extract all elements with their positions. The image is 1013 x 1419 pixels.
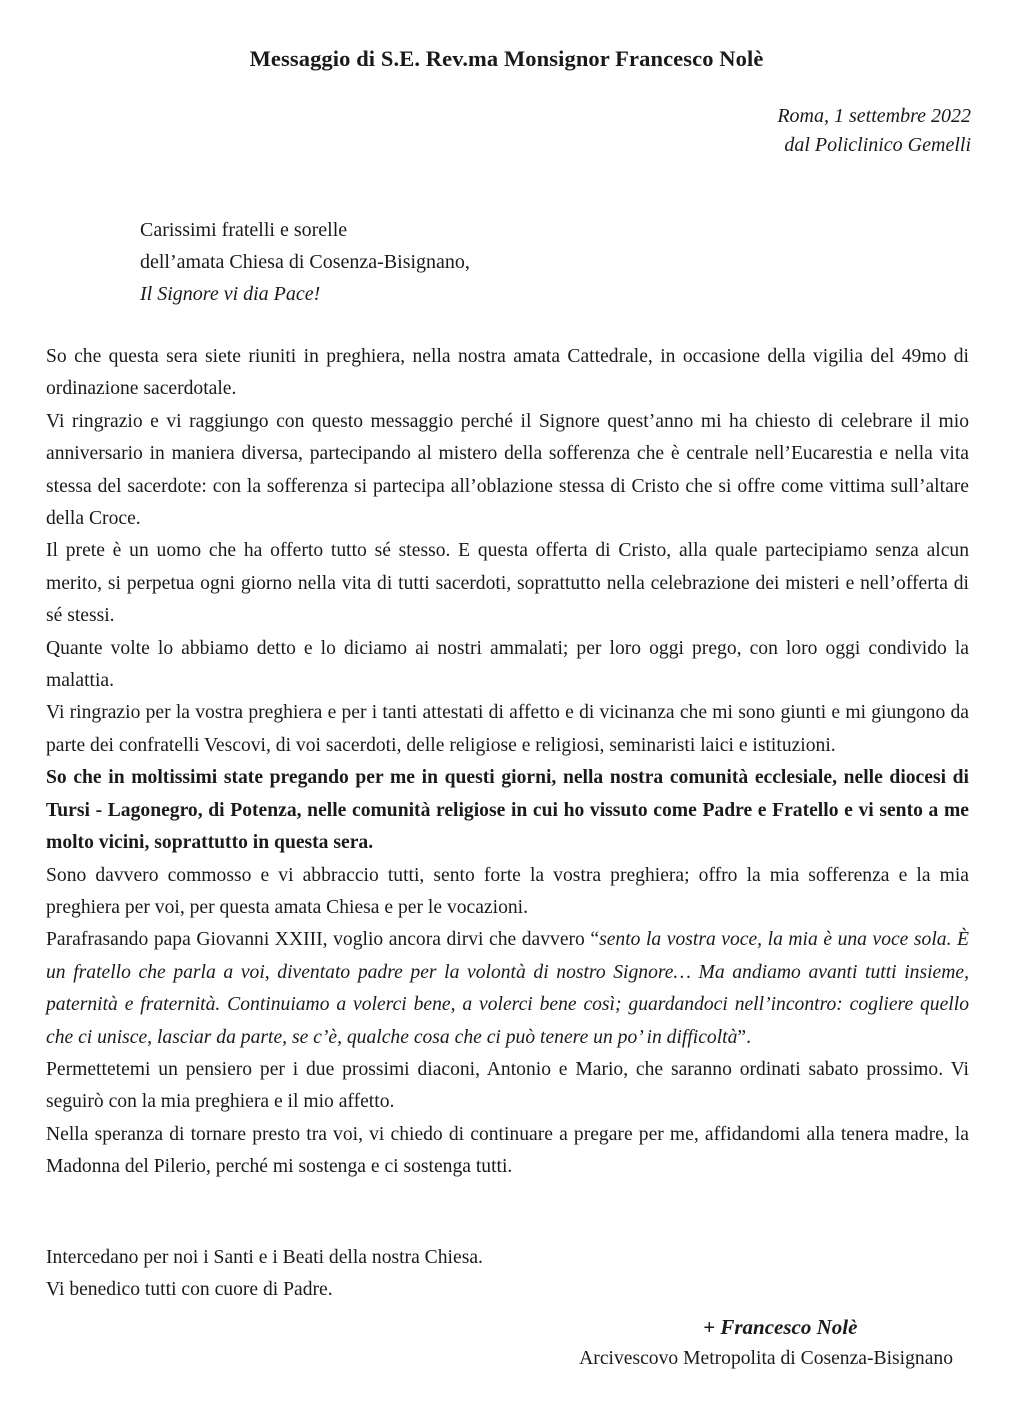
paragraph-2: Vi ringrazio e vi raggiungo con questo messaggio perché il Signore quest’anno mi ha chiesto di celebrare il mio anniversario in maniera diversa, partecipando al mistero della sofferenza che è centrale nell’Eucarestia e nella vita stessa del sacerdote: con la sofferenza si partecipa all’oblazione stessa di Cristo che si offre come vittima sull’altare della Croce.: [46, 410, 969, 530]
salutation-blessing: Il Signore vi dia Pace!: [140, 283, 321, 305]
paragraph-8-end: ”.: [737, 1026, 752, 1048]
paragraph-7: Sono davvero commosso e vi abbraccio tutti, sento forte la vostra preghiera; offro la mia sofferenza e la mia preghiera per voi, per questa amata Chiesa e per le vocazioni.: [46, 864, 969, 918]
closing-line-1: Intercedano per noi i Santi e i Beati della nostra Chiesa.: [46, 1247, 483, 1268]
salutation-line-1: Carissimi fratelli e sorelle: [140, 219, 348, 241]
letter-title: Messaggio di S.E. Rev.ma Monsignor Francesco Nolè: [249, 46, 764, 71]
paragraph-1: So che questa sera siete riuniti in preghiera, nella nostra amata Cattedrale, in occasione della vigilia del 49mo di ordinazione sacerdotale.: [46, 346, 969, 400]
closing-line-2: Vi benedico tutti con cuore di Padre.: [46, 1279, 333, 1301]
paragraph-3: Il prete è un uomo che ha offerto tutto sé stesso. E questa offerta di Cristo, alla quale partecipiamo senza alcun merito, si perpetua ogni giorno nella vita di tutti sacerdoti, soprattutto nella celebrazione dei misteri e nell’offerta di sé stessi.: [46, 540, 969, 627]
salutation: [140, 214, 470, 310]
paragraph-10: Nella speranza di tornare presto tra voi, vi chiedo di continuare a pregare per me, affidandomi alla tenera madre, la Madonna del Pilerio, perché mi sostenga e ci sostenga tutti.: [46, 1123, 969, 1178]
signature-role: Arcivescovo Metropolita di Cosenza-Bisignano: [579, 1348, 953, 1369]
paragraph-5: Vi ringrazio per la vostra preghiera e per i tanti attestati di affetto e di vicinanza che mi sono giunti e mi giungono da parte dei confratelli Vescovi, di voi sacerdoti, delle religiose e religiosi, seminaristi laici e istituzioni.: [46, 702, 969, 756]
salutation-line-2: dell’amata Chiesa di Cosenza-Bisignano,: [140, 251, 470, 273]
paragraph-6-bold: So che in moltissimi state pregando per me in questi giorni, nella nostra comunità ecclesiale, nelle diocesi di Tursi - Lagonegro, di Potenza, nelle comunità religiose in cui ho vissuto come Padre e Fratello e vi sento a me molto vicini, soprattutto in questa sera.: [46, 767, 969, 854]
date-block: [777, 102, 971, 160]
signature-block: [579, 1312, 953, 1374]
closing: [46, 1242, 483, 1307]
paragraph-8-intro: Parafrasando papa Giovanni XXIII, voglio ancora dirvi che davvero “: [46, 929, 600, 951]
date-line: Roma, 1 settembre 2022: [777, 105, 971, 127]
location-line: dal Policlinico Gemelli: [784, 134, 971, 156]
letter-body: [46, 341, 969, 1184]
signature-name: + Francesco Nolè: [703, 1315, 858, 1339]
paragraph-8: [46, 924, 969, 1054]
paragraph-4: Quante volte lo abbiamo detto e lo diciamo ai nostri ammalati; per loro oggi prego, con loro oggi condivido la malattia.: [46, 637, 969, 692]
paragraph-9: Permettetemi un pensiero per i due prossimi diaconi, Antonio e Mario, che saranno ordinati sabato prossimo. Vi seguirò con la mia preghiera e il mio affetto.: [46, 1058, 969, 1113]
paragraph-8-quote: sento la vostra voce, la mia è una voce sola. È un fratello che parla a voi, diventato padre per la volontà di nostro Signore… Ma andiamo avanti tutti insieme, paternità e fraternità. Continuiamo a volerci bene, a volerci bene così; guardandoci nell’incontro: cogliere quello che ci unisce, lasciar da parte, se c’è, qualche cosa che ci può tenere un po’ in difficoltà: [46, 929, 969, 1048]
